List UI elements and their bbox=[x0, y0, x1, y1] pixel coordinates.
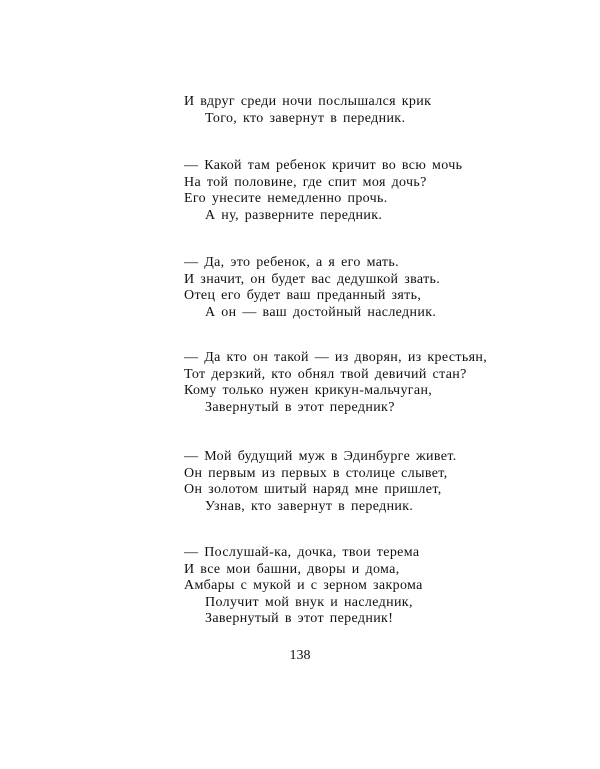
verse-line: — Мой будущий муж в Эдинбурге живет. bbox=[184, 449, 457, 464]
verse-line: А ну, разверните передник. bbox=[205, 207, 383, 223]
verse-line: И вдруг среди ночи послышался крик bbox=[184, 94, 432, 109]
verse-line: Он золотом шитый наряд мне пришлет, bbox=[184, 482, 442, 498]
verse-line: — Какой там ребенок кричит во всю мочь bbox=[184, 158, 463, 173]
verse-line: Он первым из первых в столице слывет, bbox=[184, 465, 448, 481]
verse-line: Получит мой внук и наследник, bbox=[205, 594, 413, 610]
verse-line: — Да кто он такой — из дворян, из крестьян, bbox=[184, 350, 488, 365]
page-number: 138 bbox=[289, 648, 311, 663]
verse-line: — Да, это ребенок, а я его мать. bbox=[184, 255, 399, 270]
stanza bbox=[184, 449, 457, 515]
stanza bbox=[184, 94, 431, 127]
verse-line: И значит, он будет вас дедушкой звать. bbox=[184, 271, 441, 287]
verse-line: А он — ваш достойный наследник. bbox=[205, 304, 437, 320]
stanza bbox=[184, 255, 440, 321]
verse-line: Узнав, кто завернут в передник. bbox=[205, 498, 414, 514]
verse-line: Завернутый в этот передник! bbox=[205, 611, 394, 627]
stanza bbox=[184, 158, 462, 224]
stanza bbox=[184, 545, 423, 628]
verse-line: На той половине, где спит моя дочь? bbox=[184, 174, 427, 190]
verse-line: И все мои башни, дворы и дома, bbox=[184, 561, 400, 577]
verse-line: Кому только нужен крикун-мальчуган, bbox=[184, 383, 433, 399]
verse-line: Отец его будет ваш преданный зять, bbox=[184, 288, 422, 304]
verse-line: Амбары с мукой и с зерном закрома bbox=[184, 578, 423, 594]
verse-line: Его унесите немедленно прочь. bbox=[184, 191, 388, 207]
verse-line: — Послушай-ка, дочка, твои терема bbox=[184, 545, 420, 560]
verse-line: Того, кто завернут в передник. bbox=[205, 110, 406, 126]
verse-line: Тот дерзкий, кто обнял твой девичий стан? bbox=[184, 366, 467, 382]
verse-line: Завернутый в этот передник? bbox=[205, 399, 395, 415]
stanza bbox=[184, 350, 487, 416]
